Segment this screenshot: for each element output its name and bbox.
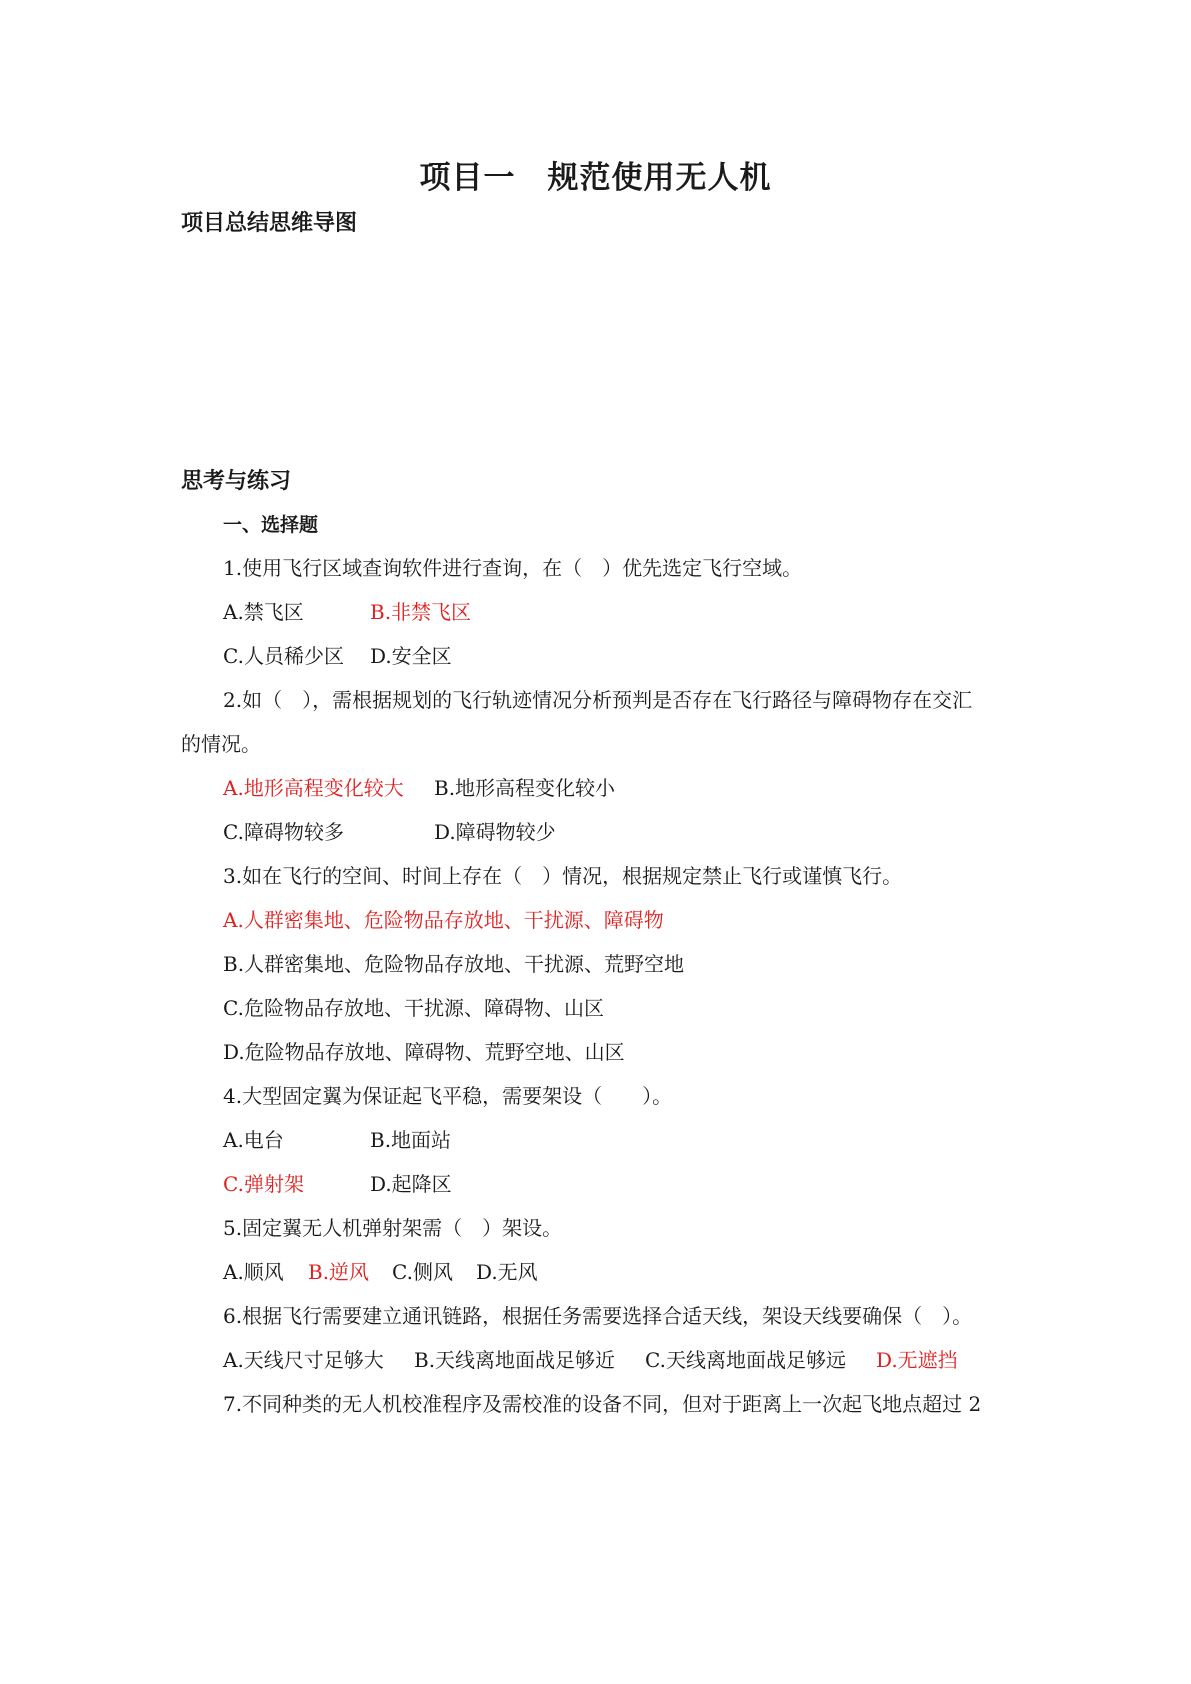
- question-5-options: [223, 1256, 538, 1285]
- option-3d: D.危险物品存放地、障碍物、荒野空地、山区: [223, 1040, 625, 1064]
- option-2d: D.障碍物较少: [434, 820, 556, 844]
- option-6d-answer: D.无遮挡: [876, 1348, 958, 1372]
- question-6-options: [223, 1344, 958, 1373]
- option-2b: B.地形高程变化较小: [434, 776, 616, 800]
- option-3c: C.危险物品存放地、干扰源、障碍物、山区: [223, 996, 604, 1020]
- question-4-options-row1: [223, 1124, 451, 1153]
- question-2-options-row2: [223, 816, 556, 845]
- option-3b: B.人群密集地、危险物品存放地、干扰源、荒野空地: [223, 952, 685, 976]
- option-5d: D.无风: [476, 1260, 538, 1284]
- question-4-options-row2: [223, 1168, 452, 1197]
- question-2-stem-line1: 2.如（ ），需根据规划的飞行轨迹情况分析预判是否存在飞行路径与障碍物存在交汇: [223, 688, 973, 712]
- page-title: 项目一 规范使用无人机: [419, 160, 772, 196]
- question-5-stem: 5.固定翼无人机弹射架需（ ）架设。: [223, 1216, 563, 1240]
- option-1a: A.禁飞区: [223, 600, 304, 624]
- option-5c: C.侧风: [392, 1260, 453, 1284]
- choice-heading: 一、选择题: [223, 514, 319, 536]
- question-2-stem-line2: 的情况。: [181, 732, 261, 756]
- option-5b-answer: B.逆风: [308, 1260, 370, 1284]
- option-4d: D.起降区: [370, 1172, 452, 1196]
- option-6a: A.天线尺寸足够大: [223, 1348, 384, 1372]
- option-2a-answer: A.地形高程变化较大: [223, 776, 404, 800]
- question-1-stem: 1.使用飞行区域查询软件进行查询，在（ ）优先选定飞行空域。: [223, 556, 803, 580]
- practice-heading: 思考与练习: [181, 469, 292, 494]
- option-6b: B.天线离地面战足够近: [414, 1348, 616, 1372]
- mindmap-heading: 项目总结思维导图: [181, 211, 358, 236]
- option-6c: C.天线离地面战足够远: [645, 1348, 846, 1372]
- question-6-stem: 6.根据飞行需要建立通讯链路，根据任务需要选择合适天线，架设天线要确保（ ）。: [223, 1304, 973, 1328]
- question-7-stem: 7.不同种类的无人机校准程序及需校准的设备不同，但对于距离上一次起飞地点超过 2: [223, 1392, 982, 1416]
- question-1-options-row1: [223, 596, 471, 625]
- question-3-stem: 3.如在飞行的空间、时间上存在（ ）情况，根据规定禁止飞行或谨慎飞行。: [223, 864, 903, 888]
- option-1d: D.安全区: [370, 644, 452, 668]
- option-3a-answer: A.人群密集地、危险物品存放地、干扰源、障碍物: [223, 908, 664, 932]
- option-2c: C.障碍物较多: [223, 820, 344, 844]
- question-2-options-row1: [223, 772, 615, 801]
- option-1b-answer: B.非禁飞区: [370, 600, 472, 624]
- option-4b: B.地面站: [370, 1128, 452, 1152]
- option-5a: A.顺风: [223, 1260, 284, 1284]
- question-1-options-row2: [223, 640, 452, 669]
- option-4a: A.电台: [223, 1128, 284, 1152]
- option-1c: C.人员稀少区: [223, 644, 344, 668]
- question-4-stem: 4.大型固定翼为保证起飞平稳，需要架设（ ）。: [223, 1084, 673, 1108]
- option-4c-answer: C.弹射架: [223, 1172, 304, 1196]
